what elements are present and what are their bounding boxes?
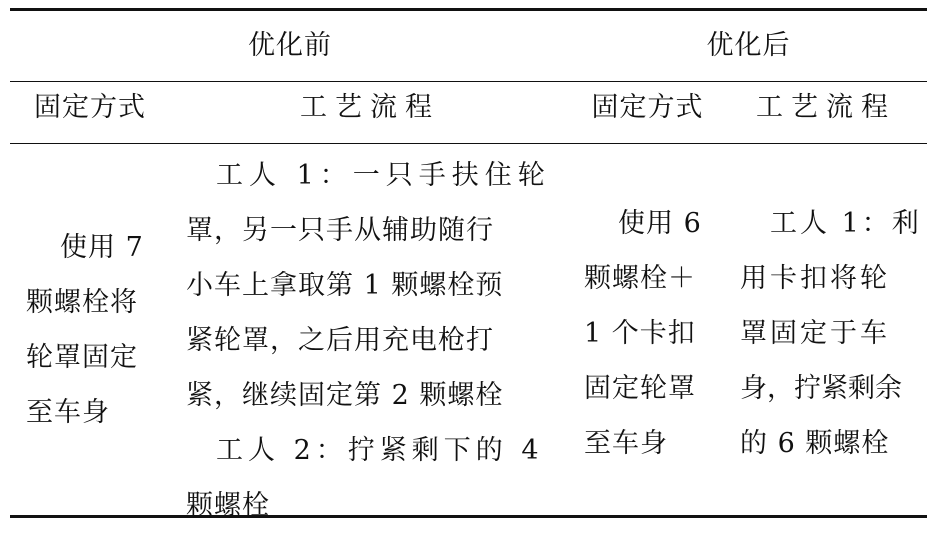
cell-before-process	[186, 148, 551, 533]
text-line: 轮罩固定	[26, 342, 138, 373]
text-line: 紧，继续固定第 2 颗螺栓	[186, 380, 504, 411]
text-line: 使用 6	[618, 208, 702, 239]
cell-after-process	[740, 196, 922, 471]
header-bottom-rule	[10, 143, 927, 144]
text-line: 罩，另一只手从辅助随行	[186, 215, 494, 246]
text-line: 罩固定于车	[740, 318, 890, 349]
subheader-before-process	[170, 80, 570, 135]
table-top-rule	[10, 8, 927, 11]
text-line: 工人 2：拧紧剩下的 4	[216, 435, 544, 466]
text-line: 工人 1：利	[770, 208, 922, 239]
text-line: 颗螺栓＋	[584, 263, 696, 294]
text-line: 工人 1：一只手扶住轮	[216, 160, 551, 191]
text-line: 颗螺栓将	[26, 287, 138, 318]
text-line: 身，拧紧剩余	[740, 373, 902, 404]
text-line: 使用 7	[60, 232, 144, 263]
header-after	[570, 18, 927, 73]
subheader-after-process	[725, 80, 927, 135]
subheader-before-process-label: 工艺流程	[300, 92, 440, 123]
text-line: 颗螺栓	[186, 490, 270, 521]
subheader-after-fix-method-label: 固定方式	[591, 92, 704, 123]
text-line: 固定轮罩	[584, 373, 696, 404]
header-before	[10, 18, 570, 73]
text-line: 紧轮罩，之后用充电枪打	[186, 325, 494, 356]
subheader-before-fix-method	[10, 80, 170, 135]
text-line: 至车身	[26, 397, 110, 428]
subheader-after-fix-method	[570, 80, 725, 135]
header-before-label: 优化前	[248, 30, 332, 61]
text-line: 的 6 颗螺栓	[740, 428, 890, 459]
text-line: 至车身	[584, 428, 668, 459]
subheader-after-process-label: 工艺流程	[756, 92, 896, 123]
text-line: 1 个卡扣	[584, 318, 696, 349]
text-line: 用卡扣将轮	[740, 263, 890, 294]
header-after-label: 优化后	[706, 30, 791, 61]
cell-before-fix-method	[26, 220, 144, 440]
subheader-before-fix-method-label: 固定方式	[34, 92, 146, 123]
text-line: 小车上拿取第 1 颗螺栓预	[186, 270, 504, 301]
cell-after-fix-method	[584, 196, 702, 471]
